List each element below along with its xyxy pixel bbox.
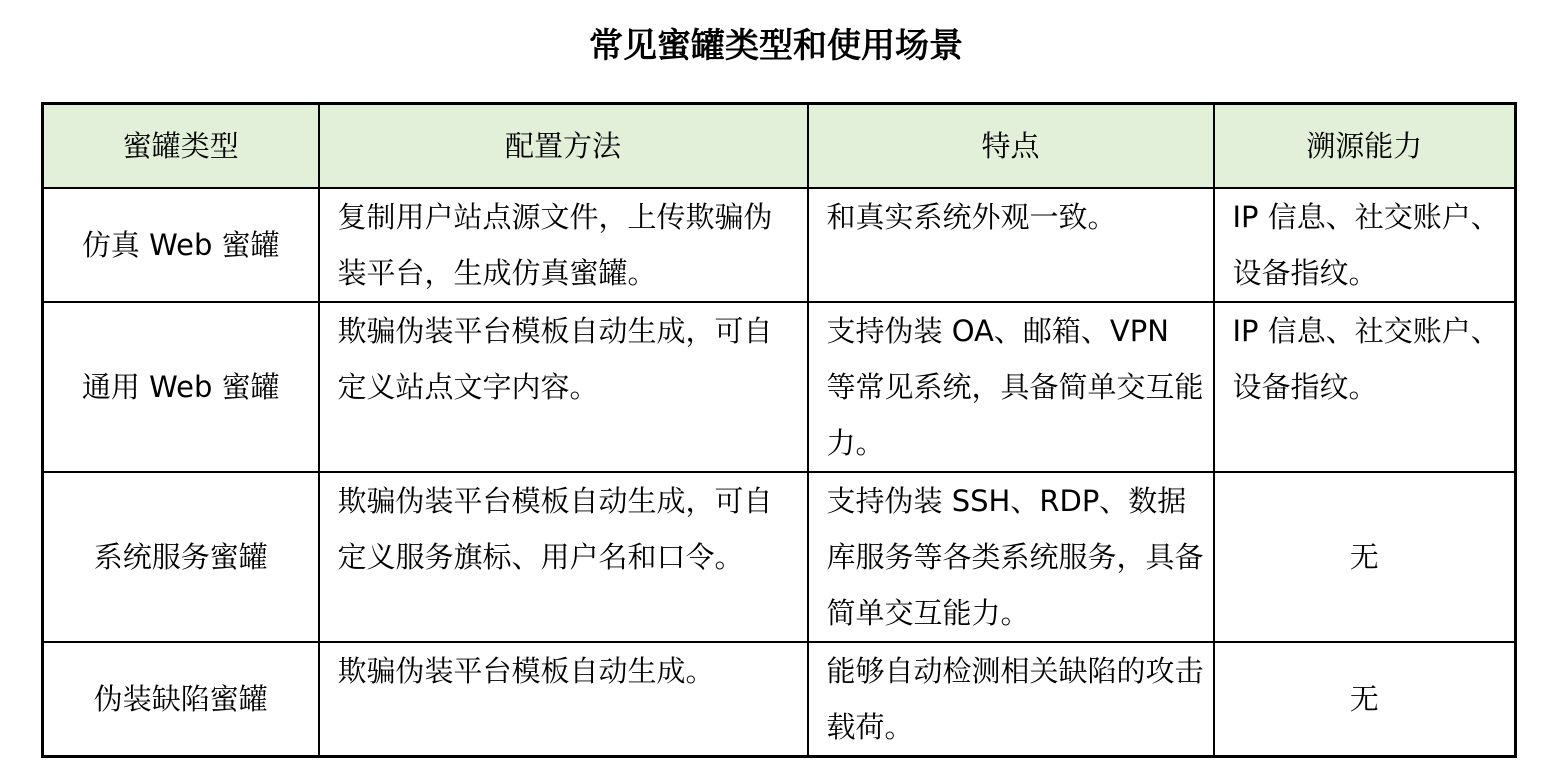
table-body	[43, 188, 1516, 757]
document-title: 常见蜜罐类型和使用场景	[589, 26, 963, 66]
table-row	[43, 302, 1516, 472]
cell-trace-capability: 无	[1214, 472, 1516, 642]
cell-honeypot-type: 通用 Web 蜜罐	[43, 302, 319, 472]
cell-features: 支持伪装 SSH、RDP、数据库服务等各类系统服务，具备简单交互能力。	[808, 472, 1214, 642]
cell-trace-capability: 无	[1214, 642, 1516, 757]
cell-honeypot-type: 伪装缺陷蜜罐	[43, 642, 319, 757]
header-config-method: 配置方法	[319, 104, 808, 189]
table-row	[43, 188, 1516, 302]
header-row	[43, 104, 1516, 189]
cell-config-method: 欺骗伪装平台模板自动生成。	[319, 642, 808, 757]
header-honeypot-type: 蜜罐类型	[43, 104, 319, 189]
cell-trace-capability: IP 信息、社交账户、设备指纹。	[1214, 188, 1516, 302]
header-trace-capability: 溯源能力	[1214, 104, 1516, 189]
cell-config-method: 复制用户站点源文件，上传欺骗伪装平台，生成仿真蜜罐。	[319, 188, 808, 302]
cell-features: 能够自动检测相关缺陷的攻击载荷。	[808, 642, 1214, 757]
cell-config-method: 欺骗伪装平台模板自动生成，可自定义站点文字内容。	[319, 302, 808, 472]
header-features: 特点	[808, 104, 1214, 189]
cell-features: 和真实系统外观一致。	[808, 188, 1214, 302]
honeypot-table	[41, 102, 1517, 758]
cell-trace-capability: IP 信息、社交账户、设备指纹。	[1214, 302, 1516, 472]
table-header	[43, 104, 1516, 189]
cell-honeypot-type: 系统服务蜜罐	[43, 472, 319, 642]
cell-honeypot-type: 仿真 Web 蜜罐	[43, 188, 319, 302]
table-row	[43, 642, 1516, 757]
table-row	[43, 472, 1516, 642]
cell-features: 支持伪装 OA、邮箱、VPN 等常见系统，具备简单交互能力。	[808, 302, 1214, 472]
cell-config-method: 欺骗伪装平台模板自动生成，可自定义服务旗标、用户名和口令。	[319, 472, 808, 642]
